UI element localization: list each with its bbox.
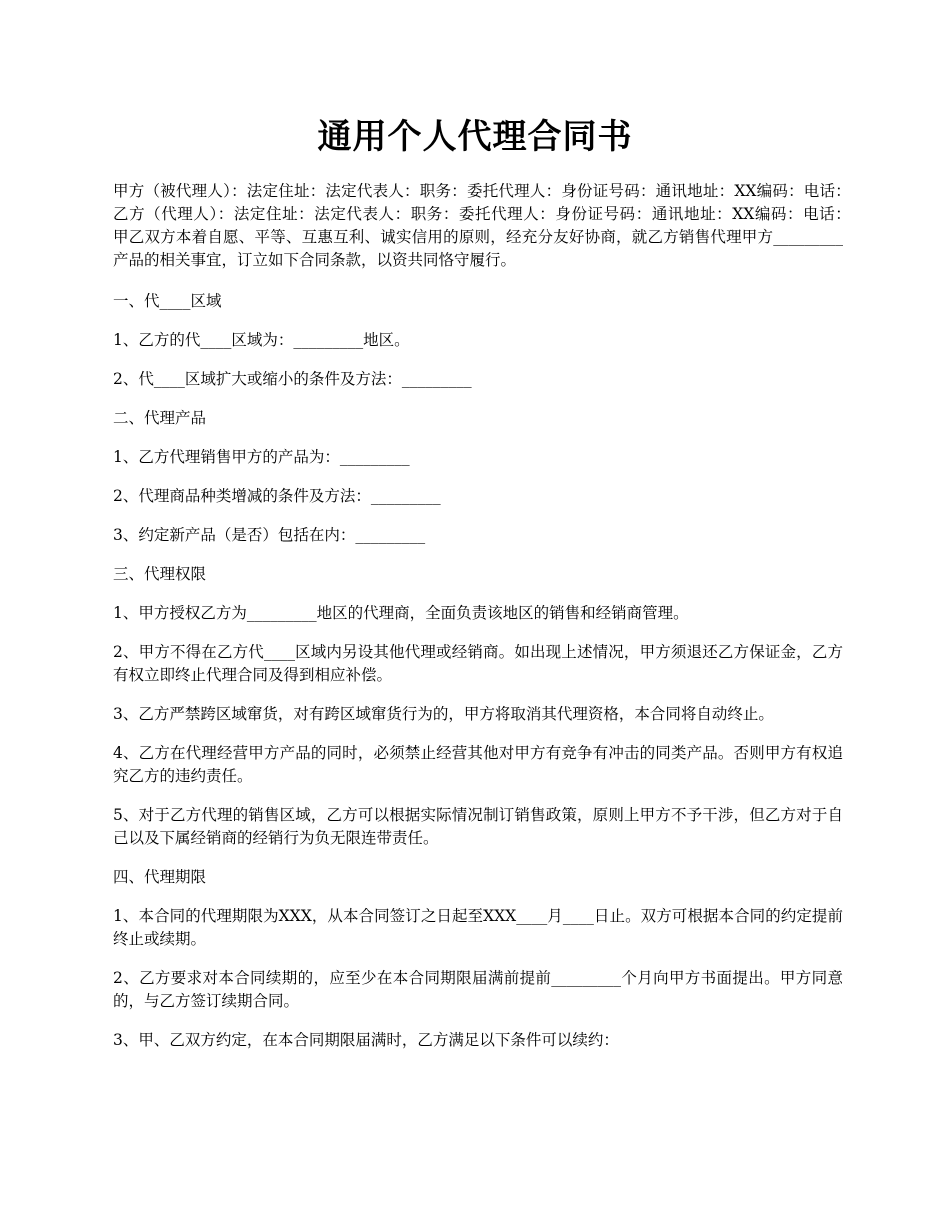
document-body (113, 180, 875, 1068)
section-heading: 四、代理期限 (113, 868, 207, 886)
clause-paragraph: 2、代____区域扩大或缩小的条件及方法：_________ (113, 370, 472, 388)
clause-paragraph: 5、对于乙方代理的销售区域，乙方可以根据实际情况制订销售政策，原则上甲方不予干涉，但乙方对于自己以及下属经销商的经销行为负无限连带责任。 (113, 806, 843, 847)
clause-paragraph: 3、乙方严禁跨区域窜货，对有跨区域窜货行为的，甲方将取消其代理资格，本合同将自动终止。 (113, 705, 774, 723)
clause-paragraph: 4、乙方在代理经营甲方产品的同时，必须禁止经营其他对甲方有竞争有冲击的同类产品。否则甲方有权追究乙方的违约责任。 (113, 744, 843, 785)
clause-paragraph: 1、乙方代理销售甲方的产品为：_________ (113, 448, 410, 466)
document-title: 通用个人代理合同书 (317, 117, 633, 157)
clause-paragraph: 3、约定新产品（是否）包括在内：_________ (113, 526, 426, 544)
intro-paragraph: 甲方（被代理人）：法定住址：法定代表人：职务：委托代理人：身份证号码：通讯地址：XX编码：电话： 乙方（代理人）：法定住址：法定代表人：职务：委托代理人：身份证号码：通讯地址：XX编码：电话： 甲乙双方本着自愿、平等、互惠互利、诚实信用的原则，经充分友好协商，就乙方销售代理甲方_________产品的相关事宜，订立如下合同条款，以资共同恪守履行。 (113, 182, 875, 269)
clause-paragraph: 2、乙方要求对本合同续期的，应至少在本合同期限届满前提前_________个月向甲方书面提出。甲方同意的，与乙方签订续期合同。 (113, 969, 843, 1010)
clause-paragraph: 2、甲方不得在乙方代____区域内另设其他代理或经销商。如出现上述情况，甲方须退还乙方保证金，乙方有权立即终止代理合同及得到相应补偿。 (113, 643, 843, 684)
clause-paragraph: 1、甲方授权乙方为_________地区的代理商，全面负责该地区的销售和经销商管理。 (113, 604, 689, 622)
section-heading: 三、代理权限 (113, 565, 207, 583)
section-heading: 一、代____区域 (113, 292, 222, 310)
clause-paragraph: 3、甲、乙双方约定，在本合同期限届满时，乙方满足以下条件可以续约： (113, 1031, 619, 1049)
section-heading: 二、代理产品 (113, 409, 207, 427)
clause-paragraph: 1、乙方的代____区域为：_________地区。 (113, 331, 410, 349)
clause-paragraph: 1、本合同的代理期限为XXX，从本合同签订之日起至XXX____月____日止。双方可根据本合同的约定提前终止或续期。 (113, 907, 843, 948)
clause-paragraph: 2、代理商品种类增减的条件及方法：_________ (113, 487, 441, 505)
